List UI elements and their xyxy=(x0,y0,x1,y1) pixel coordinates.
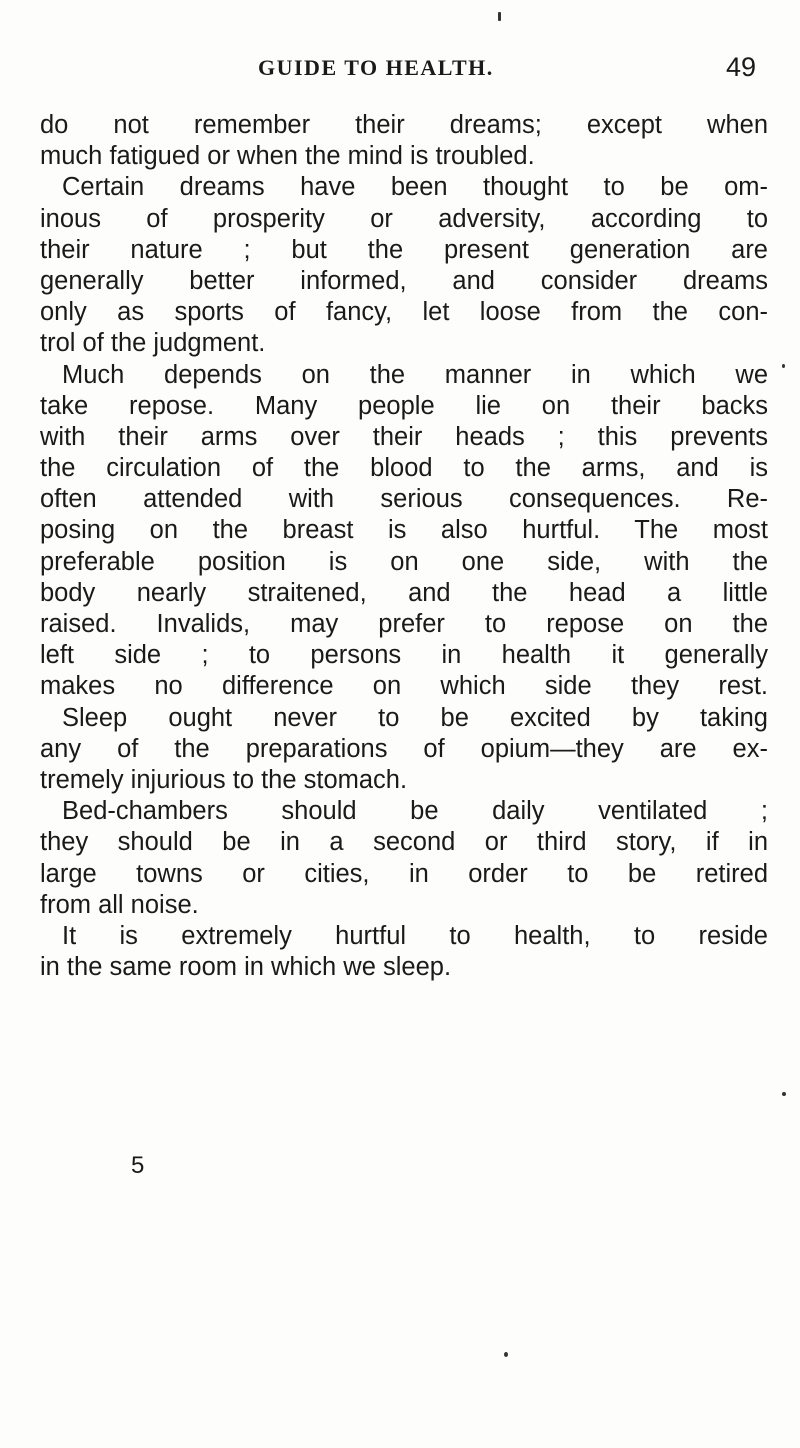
text-line: large towns or cities, in order to be retired xyxy=(40,859,768,888)
text-line: in the same room in which we sleep. xyxy=(40,953,452,982)
text-line: inous of prosperity or adversity, according to xyxy=(40,204,768,233)
print-speck xyxy=(498,12,501,21)
text-line: take repose. Many people lie on their backs xyxy=(40,391,768,420)
text-line: Sleep ought never to be excited by taking xyxy=(62,703,768,732)
text-line: often attended with serious consequences. Re- xyxy=(40,485,768,514)
text-line: they should be in a second or third story, if in xyxy=(40,828,768,857)
text-line: trol of the judgment. xyxy=(40,329,266,358)
text-line: from all noise. xyxy=(40,890,199,919)
text-line: left side ; to persons in health it generally xyxy=(40,641,768,670)
text-line: much fatigued or when the mind is troubled. xyxy=(40,142,535,171)
text-line: preferable position is on one side, with the xyxy=(40,547,768,576)
print-speck xyxy=(782,1092,786,1096)
text-line: any of the preparations of opium—they are ex- xyxy=(40,734,768,763)
page-number: 49 xyxy=(726,52,757,82)
print-speck xyxy=(504,1352,508,1357)
text-line: raised. Invalids, may prefer to repose on the xyxy=(40,610,768,638)
text-line: tremely injurious to the stomach. xyxy=(40,765,408,794)
text-line: Certain dreams have been thought to be om- xyxy=(62,173,768,202)
text-line: do not remember their dreams; except when xyxy=(40,111,768,139)
text-line: the circulation of the blood to the arms, and is xyxy=(40,454,768,483)
signature-mark: 5 xyxy=(131,1152,145,1179)
text-line: posing on the breast is also hurtful. The most xyxy=(40,516,768,545)
text-line: Much depends on the manner in which we xyxy=(62,360,768,389)
text-line: Bed-chambers should be daily ventilated ; xyxy=(62,797,768,826)
body-text xyxy=(40,110,768,983)
print-speck xyxy=(782,364,785,368)
text-line: with their arms over their heads ; this prevents xyxy=(40,422,768,451)
running-title: GUIDE TO HEALTH. xyxy=(258,55,494,80)
text-line: their nature ; but the present generation are xyxy=(40,235,768,264)
text-line: It is extremely hurtful to health, to reside xyxy=(62,921,768,950)
text-line: body nearly straitened, and the head a little xyxy=(40,578,768,607)
text-line: only as sports of fancy, let loose from the con- xyxy=(40,298,768,327)
text-line: generally better informed, and consider dreams xyxy=(40,266,768,295)
text-line: makes no difference on which side they rest. xyxy=(40,672,768,701)
